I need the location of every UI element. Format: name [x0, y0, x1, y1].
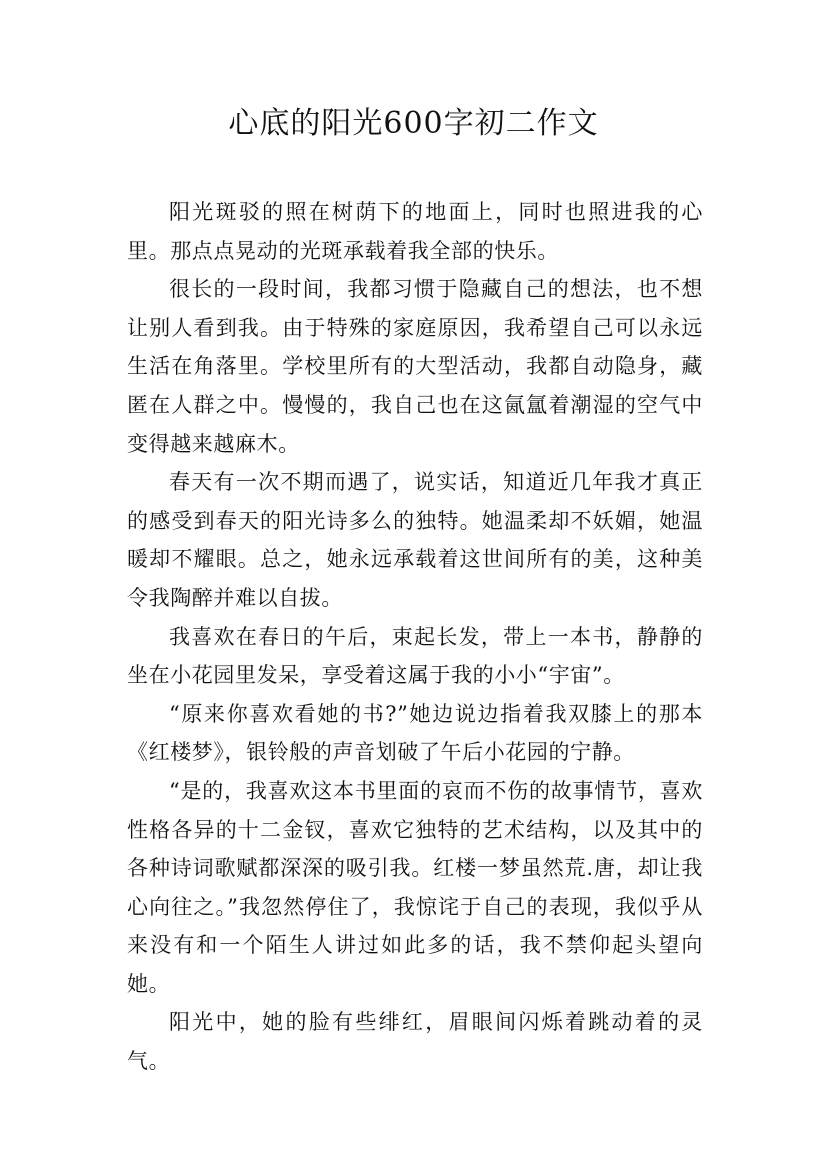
- document-title: 心底的阳光600字初二作文: [228, 106, 599, 141]
- paragraph-2: 很长的一段时间，我都习惯于隐藏自己的想法，也不想让别人看到我。由于特殊的家庭原因，我希望自己可以永远生活在角落里。学校里所有的大型活动，我都自动隐身，藏匿在人群之中。慢慢的，我自己也在这氤氲着潮湿的空气中变得越来越麻木。: [127, 277, 703, 456]
- paragraph-7: 阳光中，她的脸有些绯红，眉眼间闪烁着跳动着的灵气。: [127, 1010, 703, 1074]
- paragraph-1: 阳光斑驳的照在树荫下的地面上，同时也照进我的心里。那点点晃动的光斑承载着我全部的快乐。: [127, 200, 703, 263]
- paragraph-6: “是的，我喜欢这本书里面的哀而不伤的故事情节，喜欢性格各异的十二金钗，喜欢它独特的艺术结构，以及其中的各种诗词歌赋都深深的吸引我。红楼一梦虽然荒.唐，却让我心向往之。”我忽然停住了，我惊诧于自己的表现，我似乎从来没有和一个陌生人讲过如此多的话，我不禁仰起头望向她。: [127, 778, 703, 996]
- paragraph-5: “原来你喜欢看她的书?”她边说边指着我双膝上的那本《红楼梦》，银铃般的声音划破了午后小花园的宁静。: [127, 701, 703, 765]
- paragraph-3: 春天有一次不期而遇了，说实话，知道近几年我才真正的感受到春天的阳光诗多么的独特。她温柔却不妖媚，她温暖却不耀眼。总之，她永远承载着这世间所有的美，这种美令我陶醉并难以自拔。: [127, 470, 703, 610]
- document-body: [127, 193, 703, 1081]
- paragraph-4: 我喜欢在春日的午后，束起长发，带上一本书，静静的坐在小花园里发呆，享受着这属于我的小小“宇宙”。: [127, 624, 703, 688]
